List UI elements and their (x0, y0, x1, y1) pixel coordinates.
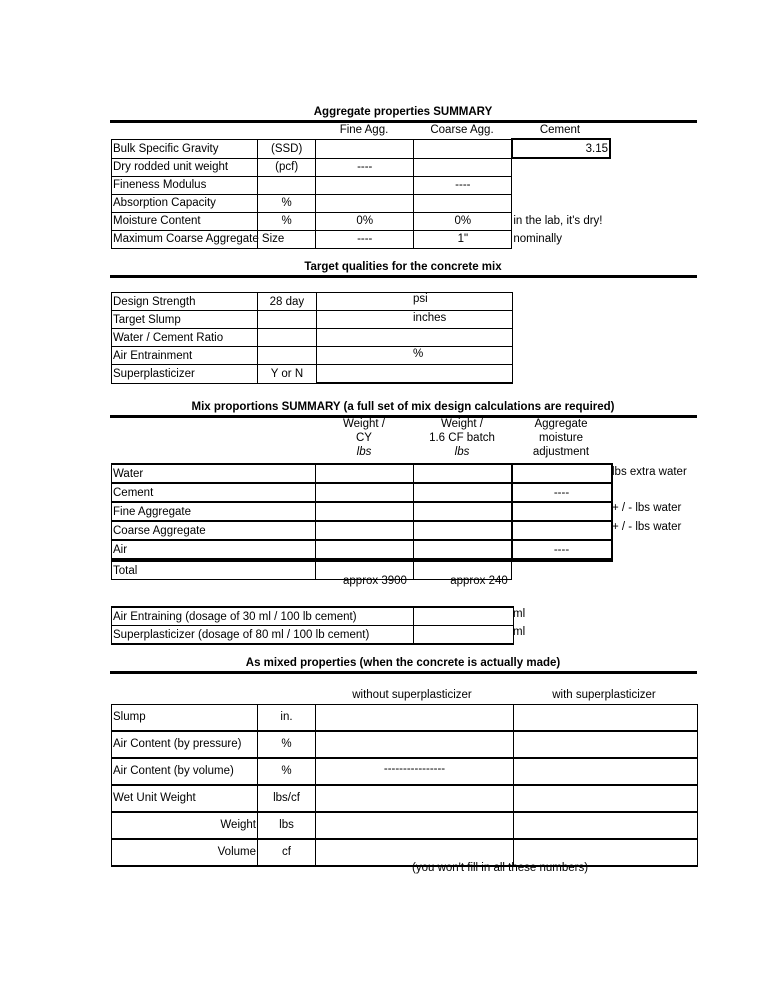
row-label: Coarse Aggregate (112, 521, 316, 540)
mix-col-adj-line3: adjustment (532, 446, 590, 458)
coarse-agg-cell[interactable]: 0% (414, 212, 512, 230)
row-label: Bulk Specific Gravity (112, 139, 258, 158)
row-label: Wet Unit Weight (112, 785, 258, 812)
with-sp-cell[interactable] (514, 785, 698, 812)
row-label: Total (112, 560, 316, 580)
target-table (111, 292, 513, 384)
aggregate-col-fine: Fine Agg. (339, 124, 389, 136)
moisture-adj-cell[interactable]: ---- (512, 483, 612, 502)
table-row (112, 176, 611, 194)
table-row (112, 311, 513, 329)
target-note-psi: psi (413, 293, 428, 305)
target-value-cell[interactable] (316, 365, 513, 384)
row-unit: lbs/cf (258, 785, 316, 812)
row-label: Slump (112, 705, 258, 732)
table-row (112, 502, 612, 521)
row-unit (258, 347, 316, 365)
without-sp-cell[interactable] (316, 731, 514, 758)
row-label: Air Entraining (dosage of 30 ml / 100 lb cement) (112, 607, 414, 626)
row-label: Air Entrainment (112, 347, 258, 365)
without-sp-cell[interactable] (316, 812, 514, 839)
without-sp-cell[interactable]: ---------------- (316, 758, 514, 785)
table-row (112, 540, 612, 560)
table-row (112, 293, 513, 311)
admix-value-cell[interactable] (414, 626, 514, 645)
row-label: Maximum Coarse Aggregate Size (112, 230, 258, 248)
mix-table (111, 463, 613, 580)
table-row (112, 483, 612, 502)
coarse-agg-cell[interactable]: 1" (414, 230, 512, 248)
row-note: nominally (512, 230, 610, 248)
admix-table (111, 606, 514, 645)
mix-col-moisture-adjustment (511, 417, 611, 459)
admix-value-cell[interactable] (414, 607, 514, 626)
row-label: Fineness Modulus (112, 176, 258, 194)
moisture-adj-cell[interactable]: ---- (512, 540, 612, 560)
row-label: Water (112, 464, 316, 483)
with-sp-cell[interactable] (514, 705, 698, 732)
cement-cell (512, 194, 610, 212)
mix-title: Mix proportions SUMMARY (a full set of mix design calculations are required) (191, 401, 615, 413)
weight-cy-cell[interactable] (316, 540, 414, 560)
row-unit: 28 day (258, 293, 316, 311)
row-label: Dry rodded unit weight (112, 158, 258, 176)
row-unit: % (258, 194, 316, 212)
row-label: Superplasticizer (112, 365, 258, 384)
with-sp-cell[interactable] (514, 812, 698, 839)
weight-batch-cell[interactable] (414, 483, 512, 502)
fine-agg-cell[interactable]: ---- (316, 158, 414, 176)
target-note-percent: % (413, 348, 424, 360)
admix-unit-sp: ml (513, 626, 526, 638)
row-unit: (pcf) (258, 158, 316, 176)
without-sp-cell[interactable] (316, 785, 514, 812)
table-row (112, 230, 611, 248)
row-label: Volume (112, 839, 258, 866)
coarse-agg-cell[interactable] (414, 158, 512, 176)
row-unit (258, 329, 316, 347)
target-value-cell[interactable] (316, 329, 513, 347)
table-row (112, 785, 698, 812)
table-row (112, 705, 698, 732)
with-sp-cell[interactable] (514, 758, 698, 785)
table-row (112, 812, 698, 839)
weight-cy-cell[interactable] (316, 464, 414, 483)
aggregate-col-coarse: Coarse Agg. (430, 124, 494, 136)
table-row (112, 347, 513, 365)
row-unit: % (258, 212, 316, 230)
mix-note-coarse: + / - lbs water (612, 521, 682, 533)
table-row (112, 212, 611, 230)
fine-agg-cell[interactable] (316, 194, 414, 212)
row-unit: % (258, 758, 316, 785)
row-unit: in. (258, 705, 316, 732)
aggregate-title: Aggregate properties SUMMARY (313, 106, 493, 118)
row-label: Absorption Capacity (112, 194, 258, 212)
mix-col-weight-batch-line1: Weight / (441, 418, 483, 430)
mix-col-weight-batch-line2: 1.6 CF batch (429, 432, 495, 444)
table-row (112, 758, 698, 785)
coarse-agg-cell[interactable] (414, 194, 512, 212)
mix-note-water: lbs extra water (612, 466, 687, 478)
table-row (112, 139, 611, 158)
weight-batch-cell[interactable] (414, 521, 512, 540)
row-label: Superplasticizer (dosage of 80 ml / 100 lb cement) (112, 626, 414, 645)
row-unit: (SSD) (258, 139, 316, 158)
mixed-title-rule (110, 671, 697, 674)
mix-note-fine: + / - lbs water (612, 502, 682, 514)
row-label: Cement (112, 483, 316, 502)
row-label: Moisture Content (112, 212, 258, 230)
approx-batch: approx 240 (450, 575, 508, 587)
fine-agg-cell[interactable]: 0% (316, 212, 414, 230)
coarse-agg-cell[interactable] (414, 139, 512, 158)
row-unit: Y or N (258, 365, 316, 384)
target-title: Target qualities for the concrete mix (304, 261, 502, 273)
table-row (112, 365, 513, 384)
row-note: in the lab, it's dry! (512, 212, 610, 230)
cement-cell (512, 158, 610, 176)
row-unit: % (258, 731, 316, 758)
fine-agg-cell[interactable] (316, 176, 414, 194)
row-unit: lbs (258, 812, 316, 839)
mix-col-adj-line1: Aggregate (534, 418, 588, 430)
mix-col-adj-line2: moisture (538, 432, 584, 444)
row-label: Air Content (by pressure) (112, 731, 258, 758)
mixed-footnote: (you won't fill in all these numbers) (412, 862, 589, 874)
cement-cell (512, 176, 610, 194)
table-row (112, 626, 514, 645)
mix-col-weight-cy-line2: CY (356, 432, 372, 444)
moisture-adj-cell[interactable] (512, 521, 612, 540)
table-row (112, 731, 698, 758)
table-row (112, 329, 513, 347)
row-label: Target Slump (112, 311, 258, 329)
cement-cell[interactable]: 3.15 (512, 139, 610, 158)
without-sp-cell[interactable] (316, 705, 514, 732)
mix-col-weight-batch (413, 417, 511, 459)
weight-batch-cell[interactable] (414, 540, 512, 560)
mix-col-weight-batch-line3: lbs (454, 446, 470, 458)
row-label: Fine Aggregate (112, 502, 316, 521)
weight-batch-cell[interactable] (414, 464, 512, 483)
row-unit (258, 176, 316, 194)
target-title-rule (110, 275, 697, 278)
fine-agg-cell[interactable] (316, 139, 414, 158)
mixed-col-with: with superplasticizer (552, 689, 656, 701)
mixed-col-without: without superplasticizer (352, 689, 472, 701)
fine-agg-cell[interactable]: ---- (316, 230, 414, 248)
aggregate-table (111, 138, 611, 249)
table-row (112, 521, 612, 540)
row-label: Air (112, 540, 316, 560)
row-unit: cf (258, 839, 316, 866)
approx-cy: approx 3900 (343, 575, 407, 587)
row-label: Air Content (by volume) (112, 758, 258, 785)
mixed-table (111, 704, 698, 867)
weight-batch-cell[interactable] (414, 502, 512, 521)
row-label: Water / Cement Ratio (112, 329, 258, 347)
weight-cy-cell[interactable] (316, 521, 414, 540)
row-label: Design Strength (112, 293, 258, 311)
row-unit (258, 311, 316, 329)
admix-unit-ae: ml (513, 608, 526, 620)
moisture-adj-cell[interactable] (512, 464, 612, 483)
table-row (112, 607, 514, 626)
moisture-adj-cell[interactable] (512, 502, 612, 521)
mix-col-weight-cy (315, 417, 413, 459)
row-label: Weight (112, 812, 258, 839)
mixed-title: As mixed properties (when the concrete is actually made) (245, 657, 561, 669)
target-note-inches: inches (413, 312, 447, 324)
table-row (112, 158, 611, 176)
weight-cy-cell[interactable] (316, 483, 414, 502)
aggregate-col-cement: Cement (539, 124, 581, 136)
table-row (112, 194, 611, 212)
weight-cy-cell[interactable] (316, 502, 414, 521)
mix-col-weight-cy-line1: Weight / (343, 418, 385, 430)
with-sp-cell[interactable] (514, 731, 698, 758)
table-row (112, 839, 698, 866)
coarse-agg-cell[interactable]: ---- (414, 176, 512, 194)
mix-col-weight-cy-line3: lbs (356, 446, 372, 458)
table-row (112, 464, 612, 483)
